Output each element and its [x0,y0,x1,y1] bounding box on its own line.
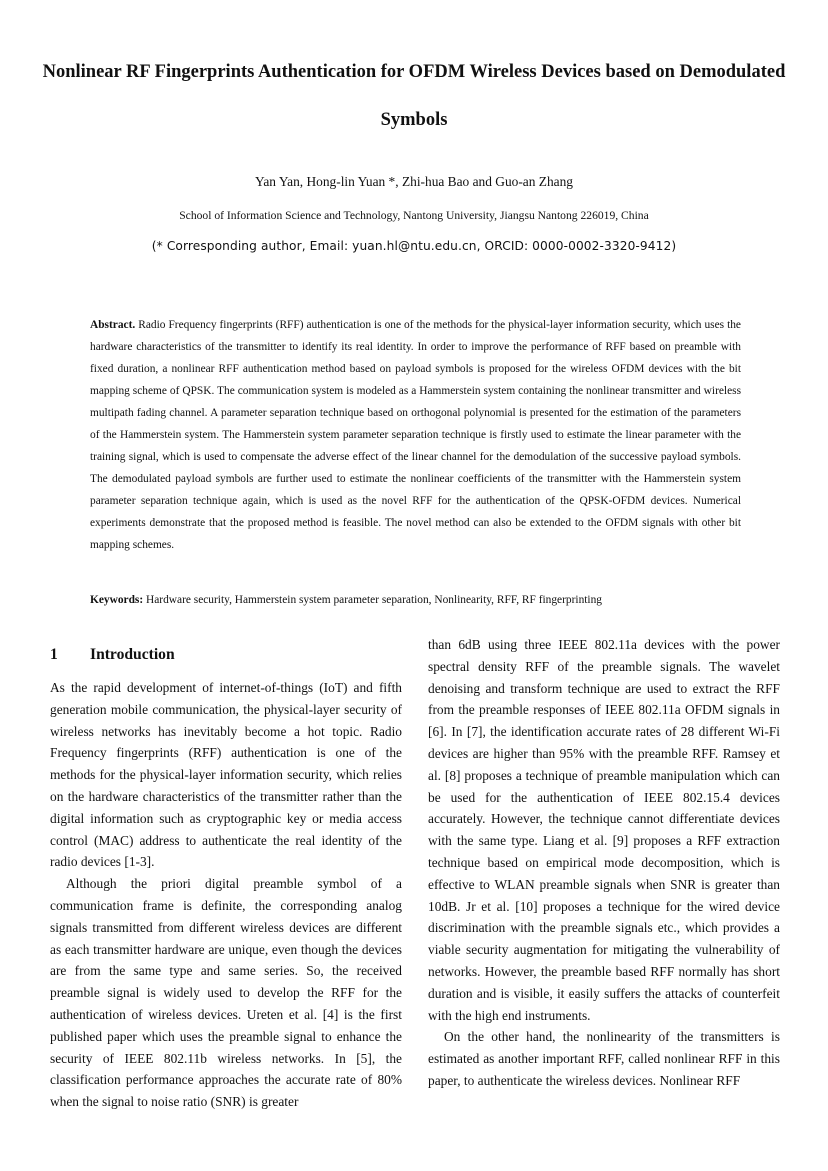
section-number: 1 [50,646,58,663]
keywords-label: Keywords: [90,594,144,606]
abstract [90,314,741,556]
intro-paragraph-2: Although the priori digital preamble symbol of a communication frame is definite, the corresponding analog signals transmitted from different wireless devices are different as each transmitter hardware are unique, even though the devices are from the same type and same series. So, the received preamble signal is widely used to develop the RFF for the authentication of wireless devices. Ureten et al. [4] is the first published paper which uses the preamble signal to enhance the security of IEEE 802.11b wireless networks. In [5], the classification performance approaches the accurate rate of 80% when the signal to noise ratio (SNR) is greater [50,876,402,1110]
section-title: Introduction [90,646,175,663]
right-column [428,634,780,1092]
left-column [50,677,402,1113]
author-affiliation: School of Information Science and Technology, Nantong University, Jiangsu Nantong 226019, China [179,209,649,222]
author-list: Yan Yan, Hong-lin Yuan *, Zhi-hua Bao and Guo-an Zhang [255,174,573,189]
section-heading-introduction [50,643,175,667]
intro-paragraph-3: On the other hand, the nonlinearity of the transmitters is estimated as another important RFF, called nonlinear RFF in this paper, to authenticate the wireless devices. Nonlinear RFF [428,1029,780,1088]
corresponding-author-note: (* Corresponding author, Email: yuan.hl@ntu.edu.cn, ORCID: 0000-0002-3320-9412) [151,239,677,253]
abstract-label: Abstract. [90,319,136,331]
keywords [90,589,741,611]
intro-paragraph-2-continued: than 6dB using three IEEE 802.11a devices with the power spectral density RFF of the preamble signals. The wavelet denoising and transform technique are used to extract the RFF from the preamble responses of IEEE 802.11a OFDM signals in [6]. In [7], the identification accurate rates of 28 different Wi-Fi devices are higher than 95% with the preamble RFF. Ramsey et al. [8] proposes a technique of preamble manipulation which can be used for the authentication of IEEE 802.15.4 devices accurately. However, the technique cannot differentiate devices with the same type. Liang et al. [9] proposes a RFF extraction technique based on empirical mode decomposition, which is effective to WLAN preamble signals when SNR is greater than 10dB. Jr et al. [10] proposes a technique for the wired device discrimination with the preamble signals etc., which provides a viable security augmentation for mitigating the vulnerability of networks. However, the preamble based RFF normally has short duration and is visible, it easily suffers the attacks of counterfeit with the high end instruments. [428,637,780,1023]
intro-paragraph-1: As the rapid development of internet-of-things (IoT) and fifth generation mobile communication, the physical-layer security of wireless networks has inevitably become a hot topic. Radio Frequency fingerprints (RFF) authentication is one of the methods for the physical-layer information security, which relies on the hardware characteristics of the transmitter rather than the digital information such as cryptographic key or media access control (MAC) address to authenticate the real identity of the radio devices [1-3]. [50,680,402,870]
paper-title: Nonlinear RF Fingerprints Authentication for OFDM Wireless Devices based on Demodulated Symbols [42,62,786,130]
abstract-text: Radio Frequency fingerprints (RFF) authentication is one of the methods for the physical-layer information security, which uses the hardware characteristics of the transmitter to identify its real identity. In order to improve the performance of RFF based on preamble with fixed duration, a nonlinear RFF authentication method based on payload symbols is proposed for the wireless OFDM devices with the bit mapping scheme of QPSK. The communication system is modeled as a Hammerstein system containing the nonlinear transmitter and wireless multipath fading channel. A parameter separation technique based on orthogonal polynomial is presented for the estimation of the parameters of the Hammerstein system. The Hammerstein system parameter separation technique is firstly used to estimate the linear parameter with the training signal, which is used to compensate the adverse effect of the linear channel for the demodulation of the successive payload symbols. The demodulated payload symbols are further used to estimate the nonlinear coefficients of the transmitter with the Hammerstein system parameter separation technique again, which is used as the novel RFF for the authentication of the QPSK-OFDM devices. Numerical experiments demonstrate that the proposed method is feasible. The novel method can also be extended to the OFDM signals with other bit mapping schemes. [90,319,741,551]
keywords-text: Hardware security, Hammerstein system parameter separation, Nonlinearity, RFF, RF fingerprinting [146,594,602,606]
